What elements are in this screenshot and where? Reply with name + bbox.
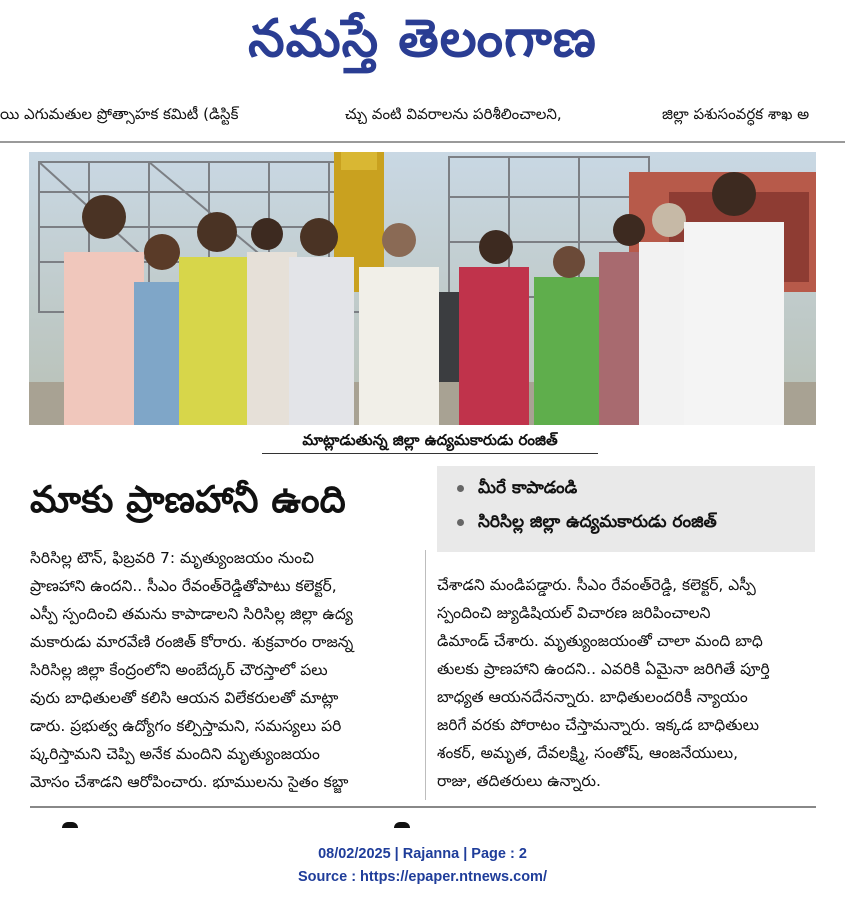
article-line: సిరిసిల్ల టౌన్, ఫిబ్రవరి 7: మృత్యుంజయం నుంచి: [30, 549, 314, 567]
ticker-item: జిల్లా పశుసంవర్ధక శాఖ అ: [662, 105, 810, 123]
article-column-right: [437, 571, 815, 795]
news-photo: [29, 152, 816, 425]
ticker-item: యి ఎగుమతుల ప్రోత్సాహక కమిటీ (డిస్టిక్: [0, 105, 239, 123]
divider: [30, 806, 816, 808]
article-line: డారు. ప్రభుత్వ ఉద్యోగం కల్పిస్తామని, సమస్యలు పరి: [30, 717, 342, 735]
footer-edition-info: 08/02/2025 | Rajanna | Page : 2: [318, 846, 527, 862]
article-line: మకారుడు మారవేణి రంజిత్ కోరారు. శుక్రవారం రాజన్న: [30, 633, 354, 651]
article-line: రాజు, తదితరులు ఉన్నారు.: [437, 772, 601, 790]
highlight-item: [457, 512, 717, 536]
clipped-text-fragment: [394, 822, 410, 828]
article-line: డిమాండ్ చేశారు. మృత్యుంజయంతో చాలా మంది బాధి: [437, 632, 763, 650]
highlight-text: మీరే కాపాడండి: [478, 478, 578, 498]
article-line: ష్కరిస్తామని చెప్పి అనేక మందిని మృత్యుంజయం: [30, 745, 320, 763]
ticker-item: చ్చు వంటి వివరాలను పరిశీలించాలని,: [345, 105, 562, 123]
article-line: జరిగే వరకు పోరాటం చేస్తామన్నారు. ఇక్కడ బాధితులు: [437, 716, 759, 734]
article-line: స్పందించి జ్యుడిషియల్ విచారణ జరిపించాలని: [437, 604, 711, 622]
article-column-left: [30, 544, 420, 796]
article-line: వురు బాధితులతో కలిసి ఆయన విలేకరులతో మాట్లా: [30, 689, 339, 707]
article-line: ప్రాణహాని ఉందని.. సీఎం రేవంత్‌రెడ్డితోపాటు కలెక్టర్,: [30, 577, 337, 595]
article-line: మోసం చేశాడని ఆరోపించారు. భూములను సైతం కబ్జా: [30, 773, 349, 791]
article-line: తులకు ప్రాణహాని ఉందని.. ఎవరికి ఏమైనా జరిగితే పూర్తి: [437, 660, 770, 678]
article-line: బాధ్యత ఆయనదేనన్నారు. బాధితులందరికీ న్యాయం: [437, 688, 748, 706]
article-line: శంకర్, అమృత, దేవలక్ష్మి, సంతోష్, ఆంజనేయులు,: [437, 744, 739, 762]
photo-caption: మాట్లాడుతున్న జిల్లా ఉద్యమకారుడు రంజిత్: [302, 431, 558, 449]
divider: [0, 141, 845, 143]
article-line: సిరిసిల్ల జిల్లా కేంద్రంలోని అంబేద్కర్ చౌరస్తాలో పలు: [30, 661, 328, 679]
article-line: ఎస్పీ స్పందించి తమను కాపాడాలని సిరిసిల్ల జిల్లా ఉద్య: [30, 605, 353, 623]
highlights-box: [437, 466, 815, 552]
column-divider: [425, 550, 426, 800]
news-ticker: [0, 100, 845, 128]
highlight-item: [457, 478, 577, 502]
clipped-text-fragment: [62, 822, 78, 828]
bullet-icon: [457, 485, 464, 492]
newspaper-logo: నమస్తే తెలంగాణ: [248, 8, 597, 69]
article-headline: మాకు ప్రాణహానీ ఉంది: [30, 478, 346, 521]
masthead: [0, 0, 845, 92]
highlight-text: సిరిసిల్ల జిల్లా ఉద్యమకారుడు రంజిత్: [478, 512, 717, 532]
footer-source-link[interactable]: Source : https://epaper.ntnews.com/: [298, 869, 547, 885]
caption-underline: [262, 453, 598, 454]
article-line: చేశాడని మండిపడ్డారు. సీఎం రేవంత్‌రెడ్డి, కలెక్టర్, ఎస్పీ: [437, 576, 756, 594]
bullet-icon: [457, 519, 464, 526]
